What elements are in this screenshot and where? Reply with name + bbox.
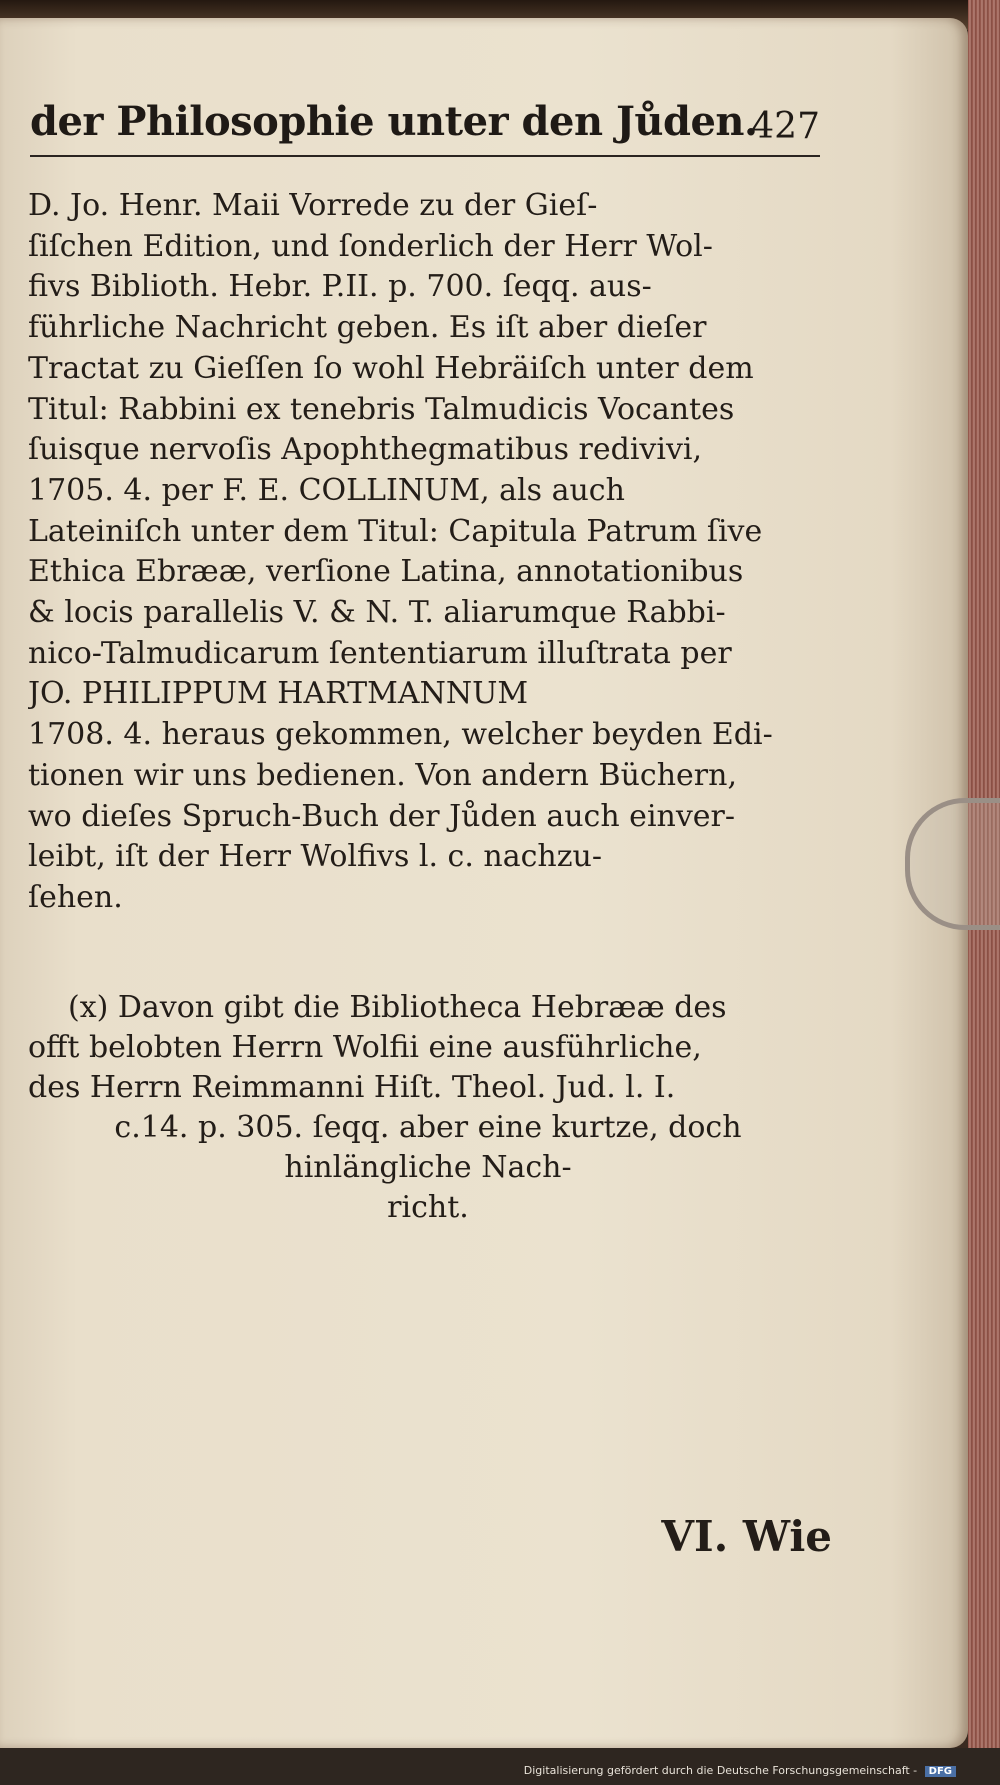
text-line: wo dieſes Spruch-Buch der Jůden auch einver- [28,798,736,834]
text-line: ſehen. [28,879,123,915]
text-line: Lateiniſch unter dem Titul: Capitula Patrum ſive [28,513,763,549]
footnote-line: (x) Davon gibt die Bibliotheca Hebrææ des [68,990,727,1025]
body-text [28,186,828,919]
footnote-line-centered: hinlängliche Nach- [284,1150,572,1185]
footnote-line-centered: richt. [387,1190,469,1225]
text-line: Tractat zu Gieſſen ſo wohl Hebräiſch unter dem [28,350,754,386]
text-line: JO. PHILIPPUM HARTMANNUM [28,676,529,712]
text-line: Ethica Ebrææ, verſione Latina, annotationibus [28,554,744,590]
text-line: fivs Biblioth. Hebr. P.II. p. 700. ſeqq. aus- [28,269,652,305]
footnote-line: des Herrn Reimmanni Hiſt. Theol. Jud. l. I. [28,1070,676,1105]
text-line: & locis parallelis V. & N. T. aliarumque Rabbi- [28,595,726,631]
catchword: VI. Wie [661,1512,832,1561]
text-line: 1705. 4. per F. E. COLLINUM, als auch [28,472,625,508]
text-line: führliche Nachricht geben. Es iſt aber dieſer [28,310,707,346]
text-line: Titul: Rabbini ex tenebris Talmudicis Vocantes [28,391,735,427]
text-line: nico-Talmudicarum ſententiarum illuſtrata per [28,635,732,671]
page-number: 427 [751,106,820,147]
text-line: ſiſchen Edition, und ſonderlich der Herr Wol- [28,228,713,264]
dfg-logo: DFG [925,1766,956,1777]
text-line: 1708. 4. heraus gekommen, welcher beyden Edi- [28,717,773,753]
footnote [28,988,828,1228]
running-head: der Philosophie unter den Jůden. [30,98,758,145]
text-line: tionen wir uns bedienen. Von andern Büchern, [28,757,737,793]
text-line: ſuisque nervoſis Apophthegmatibus redivivi, [28,432,703,468]
footnote-line-centered: c.14. p. 305. ſeqq. aber eine kurtze, doch [114,1110,742,1145]
credit-text: Digitalisierung gefördert durch die Deutsche Forschungsgemeinschaft - [523,1764,918,1777]
footnote-line: offt belobten Herrn Wolfii eine ausführliche, [28,1030,702,1065]
text-line: leibt, iſt der Herr Wolfivs l. c. nachzu- [28,839,603,875]
digitization-credit [524,1764,956,1777]
text-line: D. Jo. Henr. Maii Vorrede zu der Gieſ- [28,188,598,223]
page-header [30,98,820,157]
